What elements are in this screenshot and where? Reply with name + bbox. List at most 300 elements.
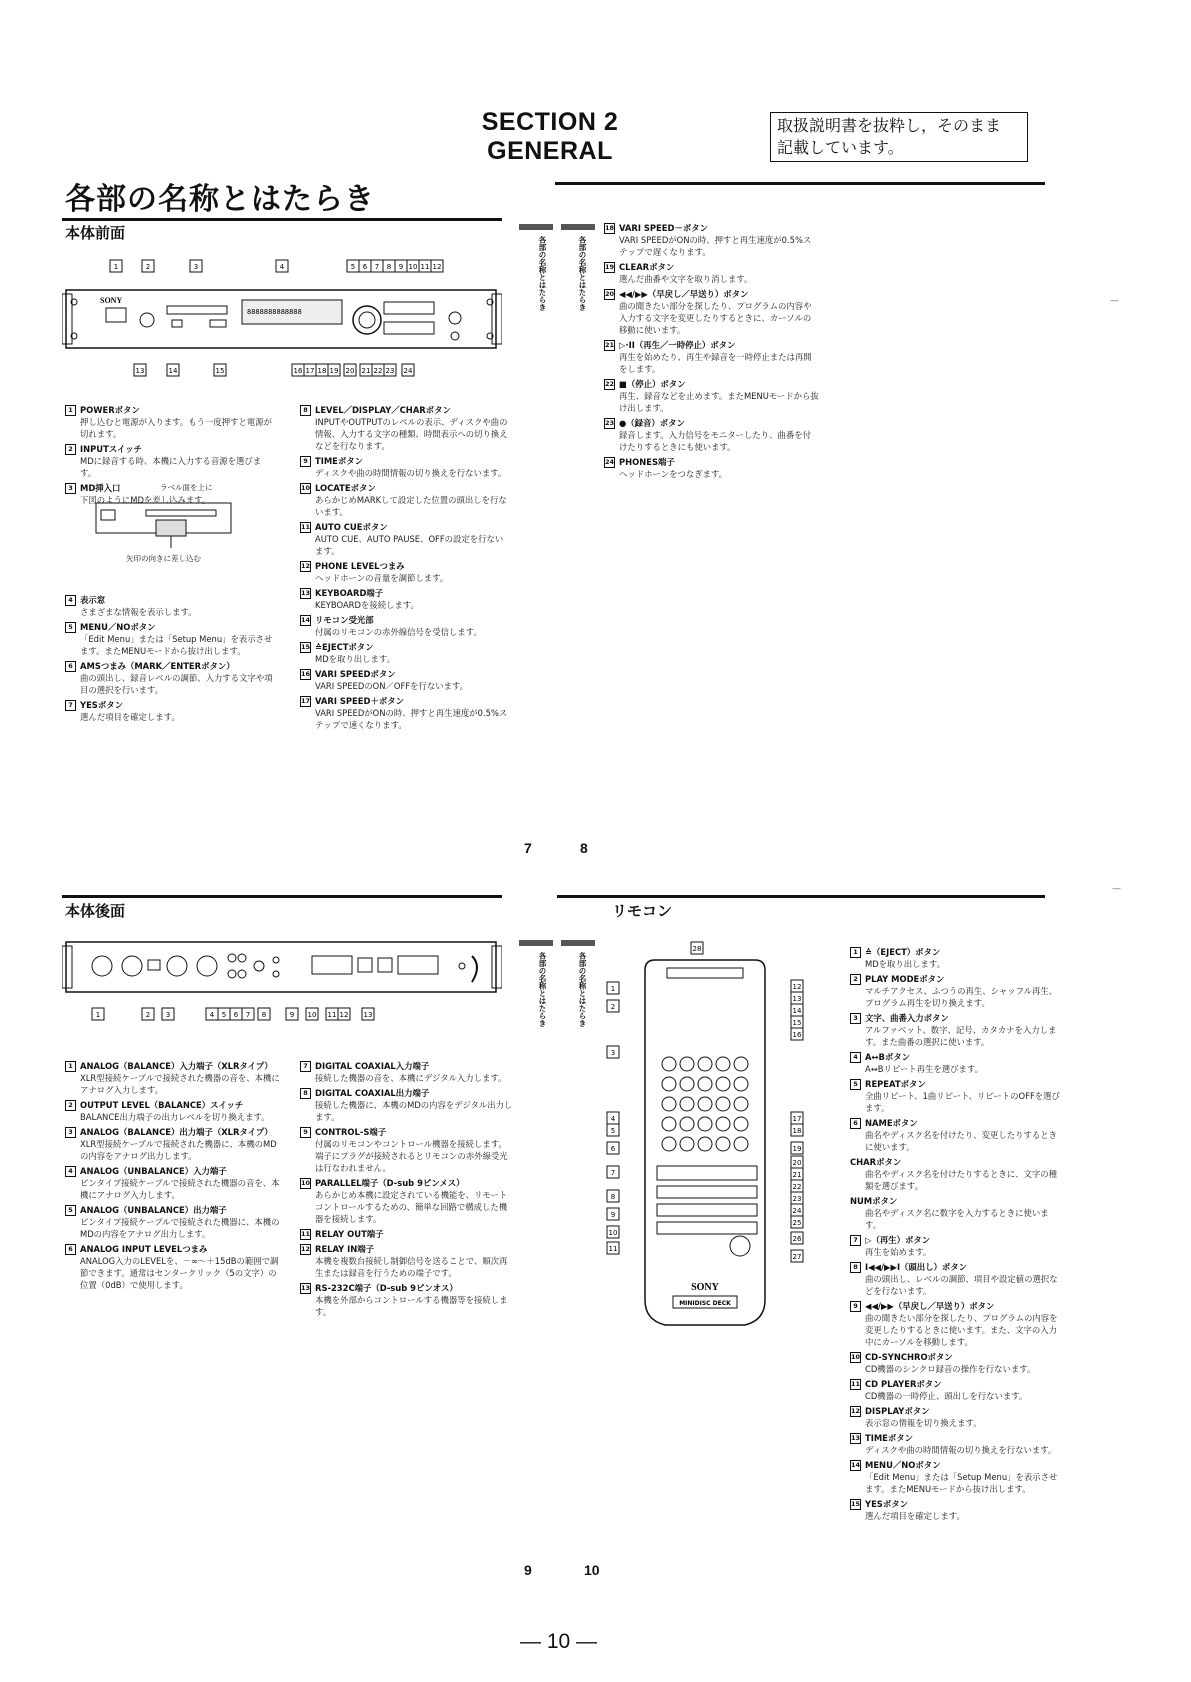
remote-number-key [698, 1137, 712, 1151]
item-number: 10 [301, 1179, 311, 1187]
item-title-text: POWERボタン [80, 405, 140, 415]
front-panel-diagram [62, 256, 502, 386]
item-description: 曲の聞きたい部分を探したり、プログラムの内容を変更したりするときに使います。また、文字の入力中にカーソルを移動します。 [865, 1313, 1058, 1347]
page-number-9: 9 [524, 1562, 532, 1578]
md-slot [167, 306, 227, 314]
item-description: VARI SPEEDがONの時、押すと再生速度が0.5%ステップで速くなります。 [315, 708, 508, 730]
item-title-text: CLEARボタン [619, 262, 675, 272]
svg-text:23: 23 [792, 1195, 802, 1203]
item-description: 接続した機器に、本機のMDの内容をデジタル出力します。 [315, 1100, 513, 1122]
item-title-text: RELAY IN端子 [315, 1244, 375, 1254]
item-title-text: VARI SPEED＋ボタン [315, 696, 404, 706]
list-item [604, 339, 819, 375]
front-callout [134, 364, 146, 376]
item-title [850, 1432, 1060, 1444]
remote-number-key [680, 1077, 694, 1091]
item-title [604, 417, 819, 429]
front-heading: 本体前面 [65, 224, 126, 242]
item-title-text: ANALOG（UNBALANCE）入力端子 [80, 1166, 227, 1176]
item-description: MDを取り出します。 [865, 959, 946, 969]
remote-ir-window [667, 968, 743, 978]
xlr-out-r [197, 956, 217, 976]
remote-callout [607, 1112, 619, 1124]
item-title-text: リモコン受光部 [315, 615, 374, 625]
scan-speck: — [1110, 296, 1119, 306]
item-title-text: 表示窓 [80, 595, 106, 605]
list-item [300, 641, 510, 665]
item-title-text: ANALOG INPUT LEVELつまみ [80, 1244, 208, 1254]
front-callout [407, 260, 419, 272]
svg-text:6: 6 [362, 263, 368, 271]
item-number: 15 [851, 1500, 861, 1508]
item-description: 全曲リピート、1曲リピート、リピートのOFFを選びます。 [865, 1091, 1060, 1113]
page-number-10: 10 [584, 1562, 600, 1578]
side-tab-label-2: 各部の名称とはたらき [578, 236, 587, 311]
item-title [850, 1300, 1060, 1312]
list-item [850, 1195, 1060, 1231]
remote-callout [607, 1124, 619, 1136]
item-description: 下図のようにMDを差し込みます。 [80, 495, 211, 505]
item-title-text: NUMボタン [850, 1196, 898, 1206]
xlr-out-l [167, 956, 187, 976]
svg-text:4: 4 [610, 1115, 616, 1123]
list-item [300, 1060, 515, 1084]
item-title [850, 1351, 1060, 1363]
list-item [65, 1243, 280, 1291]
list-item [65, 594, 275, 618]
list-item [850, 946, 1060, 970]
remote-number-key [716, 1097, 730, 1111]
list-item [300, 1282, 515, 1318]
front-callout [276, 260, 288, 272]
svg-text:19: 19 [329, 367, 339, 375]
item-number: 6 [850, 1118, 861, 1129]
item-description: CD機器の一時停止、頭出しを行ないます。 [865, 1391, 1028, 1401]
item-description: AUTO CUE、AUTO PAUSE、OFFの設定を行ないます。 [315, 534, 504, 556]
item-title [850, 1234, 1060, 1246]
item-number: 13 [301, 1284, 311, 1292]
svg-text:2: 2 [610, 1003, 616, 1011]
remote-number-key [680, 1097, 694, 1111]
list-item [850, 1459, 1060, 1495]
item-title-text: ≙EJECTボタン [315, 642, 374, 652]
list-item [604, 261, 819, 285]
front-callout [292, 364, 304, 376]
remote-callout [691, 942, 703, 954]
list-item [850, 973, 1060, 1009]
list-item [850, 1300, 1060, 1348]
list-item [850, 1498, 1060, 1522]
svg-text:22: 22 [373, 367, 383, 375]
item-number: 13 [301, 589, 311, 597]
remote-callout [791, 1180, 803, 1192]
item-description: 再生を始めたり、再生や録音を一時停止または再開をします。 [619, 352, 812, 374]
item-description: ピンタイプ接続ケーブルで接続された機器に、本機のMDの内容をアナログ出力します。 [80, 1217, 280, 1239]
item-title-text: PARALLEL端子（D-sub 9ピンメス） [315, 1178, 465, 1188]
rear-callout [230, 1008, 242, 1020]
scan-speck-2: — [1112, 884, 1121, 894]
item-description: 選んだ項目を確定します。 [80, 712, 180, 722]
remote-callout [791, 1028, 803, 1040]
rear-callout [142, 1008, 154, 1020]
front-callout [316, 364, 328, 376]
remote-callout [791, 1204, 803, 1216]
remote-number-key [698, 1117, 712, 1131]
phone-level-knob [449, 312, 461, 324]
svg-text:5: 5 [610, 1127, 616, 1135]
item-description: ヘッドホーンをつなぎます。 [619, 469, 728, 479]
list-item [850, 1351, 1060, 1375]
list-item [300, 455, 510, 479]
item-title [300, 1060, 515, 1072]
item-number: 1 [65, 405, 76, 416]
item-description: 曲の頭出し、録音レベルの調節、入力する文字や項目の選択を行います。 [80, 673, 273, 695]
item-number: 12 [301, 1245, 311, 1253]
item-title-text: ●（録音）ボタン [619, 418, 685, 428]
front-callout [359, 260, 371, 272]
list-item [850, 1117, 1060, 1153]
remote-callout [791, 1216, 803, 1228]
item-number: 7 [300, 1061, 311, 1072]
remote-brand: SONY [691, 1282, 719, 1293]
remote-heading: リモコン [612, 902, 673, 920]
item-description: 選んだ曲番や文字を取り消します。 [619, 274, 753, 284]
list-item [300, 1126, 515, 1174]
front-callout [402, 364, 414, 376]
remote-callout [607, 1226, 619, 1238]
rear-callout [92, 1008, 104, 1020]
front-callout [347, 260, 359, 272]
item-number: 15 [301, 643, 311, 651]
list-item [604, 417, 819, 453]
item-number: 2 [850, 974, 861, 985]
front-callout [190, 260, 202, 272]
page-number-8: 8 [580, 840, 588, 856]
rear-callout [242, 1008, 254, 1020]
item-number: 5 [850, 1079, 861, 1090]
side-tab-bar [519, 224, 553, 230]
svg-text:8: 8 [261, 1011, 267, 1019]
svg-text:12: 12 [432, 263, 442, 271]
item-title [300, 1087, 515, 1099]
remote-callout [607, 1242, 619, 1254]
item-description: ディスクや曲の時間情報の切り換えを行ないます。 [865, 1445, 1057, 1455]
item-title-text: 文字、曲番入力ボタン [865, 1013, 949, 1023]
item-description: 付属のリモコンの赤外線信号を受信します。 [315, 627, 482, 637]
item-title [300, 614, 510, 626]
front-brand: SONY [100, 296, 123, 305]
svg-text:28: 28 [692, 945, 702, 953]
remote-number-key [662, 1097, 676, 1111]
rear-list-col2 [300, 1060, 515, 1321]
input-level-knob [254, 961, 264, 971]
remote-number-key [680, 1137, 694, 1151]
svg-text:3: 3 [165, 1011, 171, 1019]
item-title [300, 695, 510, 707]
svg-text:24: 24 [403, 367, 413, 375]
item-description: さまざまな情報を表示します。 [80, 607, 197, 617]
remote-number-key [734, 1097, 748, 1111]
item-number: 6 [65, 1244, 76, 1255]
remote-rule [557, 895, 1045, 898]
item-number: 11 [851, 1380, 861, 1388]
front-list-col1-b [65, 594, 275, 726]
item-title [850, 1012, 1060, 1024]
item-number: 10 [851, 1353, 861, 1361]
item-number: 11 [301, 523, 311, 531]
remote-callout [607, 1142, 619, 1154]
rear-callout [326, 1008, 338, 1020]
item-title-text: TIMEボタン [315, 456, 364, 466]
item-number: 23 [605, 419, 615, 427]
svg-text:20: 20 [792, 1159, 802, 1167]
item-title [300, 1243, 515, 1255]
remote-number-key [698, 1057, 712, 1071]
item-description: BALANCE出力端子の出力レベルを切り換えます。 [80, 1112, 270, 1122]
front-callout [360, 364, 372, 376]
list-item [300, 404, 510, 452]
front-callout [167, 364, 179, 376]
item-number: 8 [850, 1262, 861, 1273]
item-number: 3 [65, 483, 76, 494]
remote-number-key [734, 1137, 748, 1151]
rear-rule [62, 895, 502, 898]
remote-callout [791, 1124, 803, 1136]
item-number: 6 [65, 661, 76, 672]
front-callout [142, 260, 154, 272]
svg-text:2: 2 [145, 263, 151, 271]
remote-number-key [680, 1117, 694, 1131]
item-title-text: MENU／NOボタン [865, 1460, 941, 1470]
item-description: アルファベット、数字、記号、カタカナを入力します。また曲番の選択に使います。 [865, 1025, 1057, 1047]
item-description: 本機を複数台接続し制御信号を送ることで、順次再生または録音を行うための端子です。 [315, 1256, 508, 1278]
item-title-text: ≙（EJECT）ボタン [865, 947, 941, 957]
section-number: SECTION 2 [481, 108, 619, 136]
svg-text:11: 11 [420, 263, 430, 271]
rear-panel-diagram [62, 940, 502, 1030]
svg-text:10: 10 [608, 1229, 618, 1237]
item-description: 接続した機器の音を、本機にデジタル入力します。 [315, 1073, 507, 1083]
remote-callout [791, 1142, 803, 1154]
item-title-text: CONTROL-S端子 [315, 1127, 387, 1137]
item-title [65, 699, 275, 711]
page-number-7: 7 [524, 840, 532, 856]
item-title-text: RS-232C端子（D-sub 9ピンオス） [315, 1283, 458, 1293]
svg-text:5: 5 [221, 1011, 227, 1019]
svg-text:9: 9 [398, 263, 404, 271]
item-number: 14 [301, 616, 311, 624]
item-number: 8 [300, 405, 311, 416]
svg-text:12: 12 [339, 1011, 349, 1019]
item-title [850, 1078, 1060, 1090]
item-title [300, 404, 510, 416]
input-switch [140, 313, 154, 327]
arrow-direction-note: 矢印の向きに差し込む [126, 554, 201, 563]
item-title [300, 560, 510, 572]
item-description: 再生、録音などを止めます。またMENUモードから抜け出します。 [619, 391, 819, 413]
rear-callout [162, 1008, 174, 1020]
item-number: 16 [301, 670, 311, 678]
front-list-col1 [65, 404, 275, 509]
remote-number-key [662, 1117, 676, 1131]
remote-callout [791, 1232, 803, 1244]
remote-callout [607, 1208, 619, 1220]
list-item [300, 587, 510, 611]
svg-text:8: 8 [610, 1193, 616, 1201]
remote-callout [791, 1192, 803, 1204]
svg-text:26: 26 [792, 1235, 802, 1243]
rear-callout [362, 1008, 374, 1020]
item-title-text: ANALOG（BALANCE）入力端子（XLRタイプ） [80, 1061, 273, 1071]
remote-callout [607, 1046, 619, 1058]
item-description: XLR型接続ケーブルで接続された機器に、本機のMDの内容をアナログ出力します。 [80, 1139, 277, 1161]
svg-text:10: 10 [307, 1011, 317, 1019]
front-callout [328, 364, 340, 376]
remote-callout [791, 1156, 803, 1168]
item-title-text: INPUTスイッチ [80, 444, 142, 454]
rear-callout [338, 1008, 350, 1020]
item-description: 「Edit Menu」または「Setup Menu」を表示させます。またMENUモードから抜け出します。 [80, 634, 273, 656]
front-callout [431, 260, 443, 272]
item-number: 3 [850, 1013, 861, 1024]
svg-text:6: 6 [610, 1145, 616, 1153]
rs232c-port [398, 956, 438, 974]
item-title [850, 1405, 1060, 1417]
svg-text:6: 6 [233, 1011, 239, 1019]
item-title [65, 1243, 280, 1255]
front-callout [372, 364, 384, 376]
list-item [850, 1051, 1060, 1075]
item-title [300, 482, 510, 494]
front-callout [395, 260, 407, 272]
svg-text:1: 1 [113, 263, 119, 271]
item-number: 18 [605, 224, 615, 232]
item-title-text: ANALOG（BALANCE）出力端子（XLRタイプ） [80, 1127, 273, 1137]
item-title-text: REPEATボタン [865, 1079, 926, 1089]
item-description: 選んだ項目を確定します。 [865, 1511, 965, 1521]
list-item [850, 1012, 1060, 1048]
item-description: 曲名やディスク名を付けたり、変更したりするときに使います。 [865, 1130, 1057, 1152]
item-number: 11 [301, 1230, 311, 1238]
svg-text:25: 25 [792, 1219, 802, 1227]
svg-text:21: 21 [792, 1171, 802, 1179]
item-title [300, 455, 510, 467]
output-level-switch [148, 960, 160, 970]
list-item [300, 560, 510, 584]
list-item [65, 699, 275, 723]
item-title [300, 587, 510, 599]
item-number: 8 [300, 1088, 311, 1099]
remote-number-key [698, 1097, 712, 1111]
item-title [850, 1051, 1060, 1063]
front-callout [419, 260, 431, 272]
item-title [850, 1261, 1060, 1273]
item-title-text: KEYBOARD端子 [315, 588, 384, 598]
item-number: 5 [65, 1205, 76, 1216]
item-description: MDに録音する時、本機に入力する音源を選びます。 [80, 456, 262, 478]
remote-callout [791, 980, 803, 992]
remote-number-key [662, 1137, 676, 1151]
item-title-text: PHONE LEVELつまみ [315, 561, 405, 571]
item-title [65, 594, 275, 606]
remote-callout [791, 1250, 803, 1262]
svg-text:17: 17 [305, 367, 315, 375]
list-item [300, 1228, 515, 1240]
item-title [604, 378, 819, 390]
list-item [300, 1243, 515, 1279]
remote-number-key [734, 1077, 748, 1091]
item-number: 10 [301, 484, 311, 492]
item-description: ヘッドホーンの音量を調節します。 [315, 573, 449, 583]
svg-text:7: 7 [245, 1011, 251, 1019]
item-title-text: DISPLAYボタン [865, 1406, 930, 1416]
item-title-text: PLAY MODEボタン [865, 974, 945, 984]
item-title [65, 1060, 280, 1072]
list-item [300, 1177, 515, 1225]
list-item [850, 1378, 1060, 1402]
item-title [300, 1177, 515, 1189]
side-tab-label-4: 各部の名称とはたらき [578, 952, 587, 1027]
list-item [850, 1405, 1060, 1429]
item-description: KEYBOARDを接続します。 [315, 600, 419, 610]
item-title-text: ◀◀/▶▶（早戻し／早送り）ボタン [619, 289, 749, 299]
remote-callout [607, 1000, 619, 1012]
item-number: 9 [300, 1127, 311, 1138]
item-number: 20 [605, 290, 615, 298]
rear-heading: 本体後面 [65, 902, 126, 920]
item-description: CD機器のシンクロ録音の操作を行ないます。 [865, 1364, 1036, 1374]
remote-callout [791, 1004, 803, 1016]
rear-callout [206, 1008, 218, 1020]
item-number: 22 [605, 380, 615, 388]
list-item [300, 1087, 515, 1123]
side-tab-label: 各部の名称とはたらき [538, 236, 547, 311]
item-title [65, 404, 275, 416]
svg-text:4: 4 [279, 263, 285, 271]
item-number: 14 [851, 1461, 861, 1469]
list-item [65, 482, 275, 506]
item-description: 再生を始めます。 [865, 1247, 932, 1257]
list-item [604, 222, 819, 258]
list-item [300, 482, 510, 518]
item-title [300, 1228, 515, 1240]
item-title [65, 1204, 280, 1216]
item-description: 曲名やディスク名を付けたりするときに、文字の種類を選びます。 [865, 1169, 1057, 1191]
item-description: VARI SPEEDのON／OFFを行ないます。 [315, 681, 469, 691]
remote-callout [791, 1112, 803, 1124]
remote-diagram [605, 940, 805, 1340]
svg-text:15: 15 [215, 367, 225, 375]
item-number: 7 [65, 700, 76, 711]
svg-text:7: 7 [610, 1169, 616, 1177]
item-title-text: RELAY OUT端子 [315, 1229, 384, 1239]
item-description: 曲の聞きたい部分を探したり、プログラムの内容や入力する文字を変更したりするときに、カーソルの移動に使います。 [619, 301, 812, 335]
item-number: 17 [301, 697, 311, 705]
list-item [65, 1099, 280, 1123]
svg-text:4: 4 [209, 1011, 215, 1019]
item-description: 表示窓の情報を切り換えます。 [865, 1418, 982, 1428]
power-button [106, 308, 126, 322]
item-title-text: CD-SYNCHROボタン [865, 1352, 953, 1362]
item-description: 本機を外部からコントロールする機器等を接続します。 [315, 1295, 508, 1317]
item-title [850, 1378, 1060, 1390]
item-number: 2 [65, 1100, 76, 1111]
page-title: 各部の名称とはたらき [65, 182, 375, 217]
svg-text:11: 11 [608, 1245, 618, 1253]
svg-text:21: 21 [361, 367, 371, 375]
svg-text:19: 19 [792, 1145, 802, 1153]
rear-panel-outline [66, 942, 496, 992]
